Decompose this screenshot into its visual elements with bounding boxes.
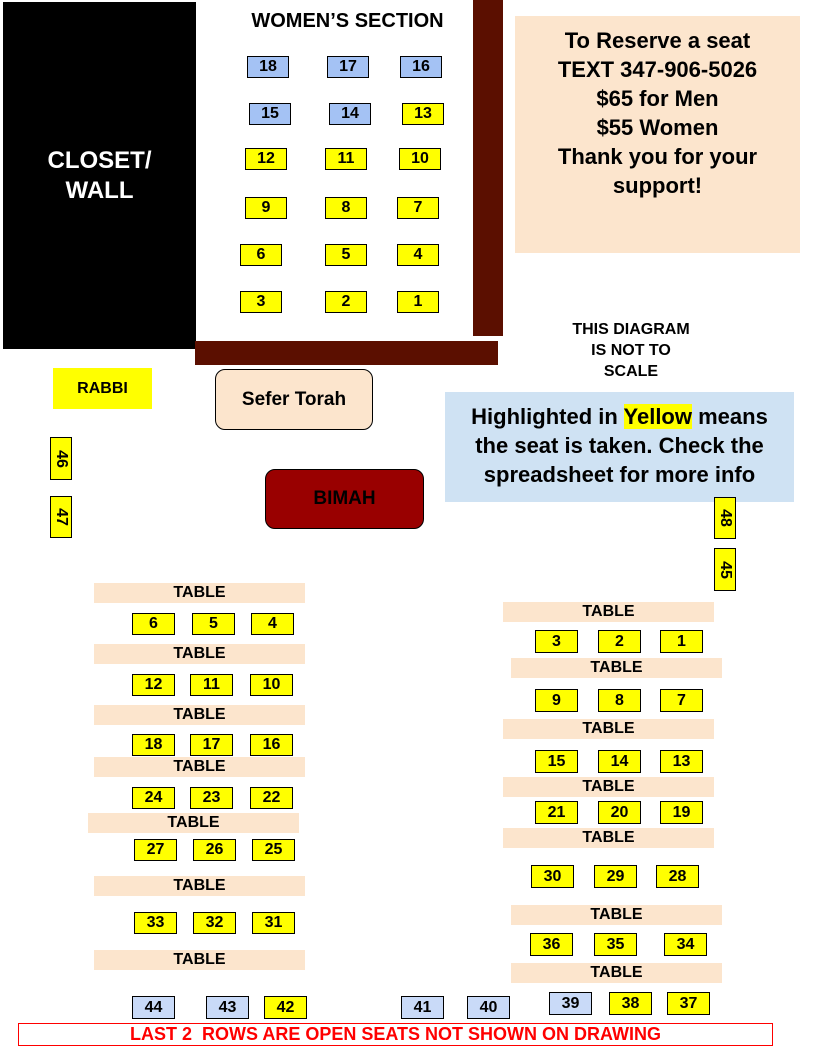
seat-number: 40 [479,998,498,1016]
seat [399,148,441,170]
seat-number: 21 [547,803,566,821]
seat [535,630,578,653]
seat [192,613,235,635]
seat [660,689,703,712]
seat-number: 17 [202,736,221,753]
seat [531,865,574,888]
seat [594,865,637,888]
seat-number: 4 [413,246,423,263]
seat [667,992,710,1015]
reserve-info-box [515,16,800,253]
closet-wall [3,2,196,349]
seat-number: 22 [262,789,281,806]
seat-number: 41 [413,998,432,1016]
legend-text-after: means [692,404,768,429]
seat-number: 30 [543,867,562,885]
seat [325,197,367,219]
seat [714,497,736,539]
legend-line-2: the seat is taken. Check the [475,433,764,458]
seat-number: 48 [716,509,734,527]
seat [467,996,510,1019]
seat-number: 3 [256,293,266,310]
seat [402,103,444,125]
seat [598,689,641,712]
seat-number: 16 [262,736,281,753]
seat [240,244,282,266]
seat-number: 12 [257,150,275,167]
seat [535,750,578,773]
seat [598,630,641,653]
table: TABLE [94,876,305,896]
table: TABLE [511,905,722,925]
seat [397,291,439,313]
seat [549,992,592,1015]
legend-box [445,392,794,502]
seat [325,148,367,170]
seat-number: 2 [615,632,624,650]
seat-number: 3 [552,632,561,650]
seat-number: 4 [268,615,277,632]
seat [250,674,293,696]
table: TABLE [503,828,714,848]
seat [656,865,699,888]
seat [132,787,175,809]
seat [193,839,236,861]
table: TABLE [88,813,299,833]
seat-number: 9 [552,691,561,709]
seat [132,996,175,1019]
seat-number: 15 [261,105,279,122]
table: TABLE [511,963,722,983]
seat [132,734,175,756]
legend-text-before: Highlighted in [471,404,624,429]
seat [530,933,573,956]
seat-number: 18 [144,736,163,753]
reserve-thanks-2: support! [612,173,703,198]
seat [664,933,707,956]
seat [132,613,175,635]
seat-number: 13 [414,105,432,122]
rabbi-label: RABBI [77,379,128,397]
seat [190,734,233,756]
seat-number: 43 [218,998,237,1016]
seat-number: 7 [677,691,686,709]
womens-section-title: WOMEN’S SECTION [251,10,444,32]
seat [250,787,293,809]
seat-number: 17 [339,58,357,75]
seat-number: 46 [52,449,70,468]
seat [245,148,287,170]
seat-number: 14 [341,105,359,122]
seat-number: 47 [52,508,70,526]
seat [134,912,177,934]
legend-line-1 [445,402,794,431]
seat-number: 36 [542,935,561,953]
seat-number: 5 [341,246,351,263]
seat-number: 37 [679,994,698,1012]
seat-number: 1 [677,632,686,650]
seat-number: 11 [203,676,220,693]
table: TABLE [94,644,305,664]
table: TABLE [94,950,305,970]
seat [598,750,641,773]
sefer-torah [215,369,373,430]
seat [50,496,72,538]
reserve-phone: TEXT 347-906-5026 [557,57,758,82]
seat [252,912,295,934]
reserve-price-men: $65 for Men [596,86,719,111]
table: TABLE [503,719,714,739]
seat-number: 31 [264,914,283,931]
closet-wall-label: CLOSET/ WALL [47,146,152,204]
seat [249,103,291,125]
scale-note-line-1: THIS DIAGRAM [572,321,690,338]
table: TABLE [503,602,714,622]
seat-number: 11 [337,150,355,167]
seat [132,674,175,696]
seat-number: 35 [606,935,625,953]
table: TABLE [94,705,305,725]
seat [190,787,233,809]
seat [401,996,444,1019]
seat [193,912,236,934]
seat [250,734,293,756]
seat [327,56,369,78]
seat-number: 26 [205,841,224,858]
seat-number: 20 [610,803,629,821]
seat-number: 42 [276,998,295,1016]
legend-yellow-highlight: Yellow [623,404,692,429]
seat-number: 7 [413,199,423,216]
scale-note-line-3: SCALE [603,363,659,380]
seat [247,56,289,78]
footer-note-text: LAST 2 ROWS ARE OPEN SEATS NOT SHOWN ON DRAWING [129,1024,662,1044]
seat [206,996,249,1019]
seat [598,801,641,824]
seat-number: 28 [668,867,687,885]
reserve-price-women: $55 Women [596,115,719,140]
seat [535,801,578,824]
seat-number: 23 [202,789,221,806]
seat-number: 34 [676,935,695,953]
seat [397,244,439,266]
seat [134,839,177,861]
seat [660,801,703,824]
seat-number: 12 [144,676,163,693]
seat [325,291,367,313]
seat [329,103,371,125]
seat-number: 38 [621,994,640,1012]
seat [264,996,307,1019]
seat [251,613,294,635]
seat [397,197,439,219]
wall-horizontal [195,341,498,365]
seat-number: 9 [261,199,271,216]
seat [660,750,703,773]
seat-number: 16 [412,58,430,75]
table: TABLE [503,777,714,797]
legend-line-3: spreadsheet for more info [483,462,756,487]
seat-number: 24 [144,789,163,806]
seat [660,630,703,653]
seat-number: 32 [205,914,224,931]
seat [535,689,578,712]
seat-number: 33 [146,914,165,931]
reserve-line-1: To Reserve a seat [564,28,751,53]
seat-number: 5 [209,615,218,632]
seat-number: 39 [561,994,580,1012]
wall-vertical [473,0,503,336]
seat [245,197,287,219]
seat [400,56,442,78]
seat-number: 8 [341,199,351,216]
seat-number: 6 [256,246,266,263]
seat [190,674,233,696]
seat [594,933,637,956]
scale-note [545,319,717,382]
seat-number: 14 [610,752,629,770]
seat-number: 19 [672,803,691,821]
reserve-thanks-1: Thank you for your [557,144,758,169]
seat [609,992,652,1015]
bimah [265,469,424,529]
seat-number: 10 [411,150,429,167]
scale-note-line-2: IS NOT TO [591,342,671,359]
seat-number: 8 [615,691,624,709]
seat-number: 1 [413,293,423,310]
seat-number: 2 [341,293,351,310]
seat [240,291,282,313]
seat-number: 27 [146,841,165,858]
table: TABLE [511,658,722,678]
seat-number: 13 [672,752,691,770]
sefer-torah-label: Sefer Torah [241,388,347,410]
seat-number: 44 [144,998,163,1016]
table: TABLE [94,583,305,603]
seat [252,839,295,861]
seat-number: 18 [259,58,277,75]
seat [714,548,736,591]
seat-number: 45 [716,560,734,579]
footer-note [18,1023,773,1046]
seat-number: 15 [547,752,566,770]
table: TABLE [94,757,305,777]
seat-number: 25 [264,841,283,858]
seat [325,244,367,266]
seat-number: 29 [606,867,625,885]
bimah-label: BIMAH [313,488,376,509]
seat [50,437,72,480]
seat-number: 6 [149,615,158,632]
seat-number: 10 [262,676,281,693]
rabbi-seat [53,368,152,409]
